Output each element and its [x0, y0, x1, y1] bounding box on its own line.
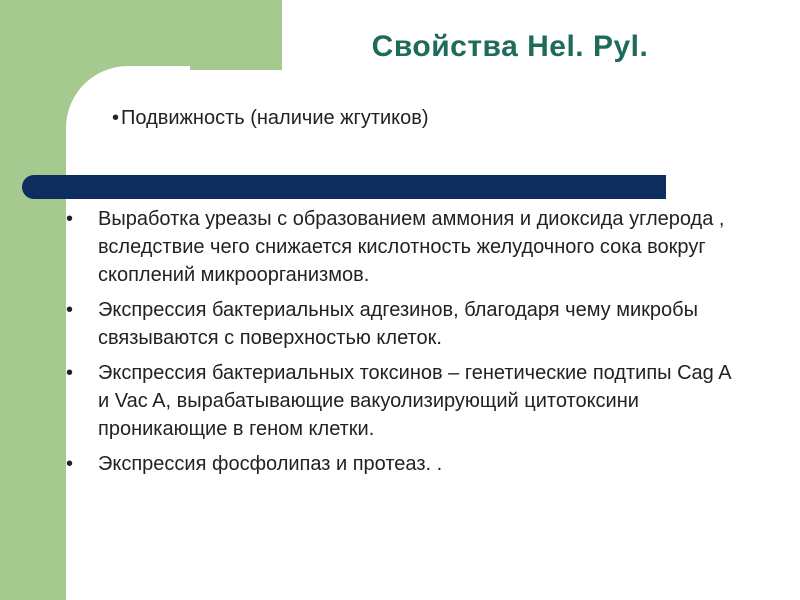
- bullet-list: [58, 205, 758, 485]
- list-item-text: Экспрессия фосфолипаз и протеаз. .: [98, 453, 443, 475]
- list-item: [58, 450, 758, 478]
- bullet-marker: •: [112, 107, 120, 129]
- bullet-marker: •: [66, 299, 74, 321]
- top-green-strip: [66, 0, 282, 70]
- list-item: [58, 205, 758, 289]
- list-item: [58, 359, 758, 443]
- sub-bullet-text: Подвижность (наличие жгутиков): [121, 107, 429, 129]
- navy-divider-bar: [22, 175, 666, 199]
- slide-title: Свойства Hel. Pyl.: [371, 30, 649, 63]
- bullet-marker: •: [66, 362, 74, 384]
- list-item-text: Экспрессия бактериальных адгезинов, благодаря чему микробы связываются с поверхностью клеток.: [98, 299, 698, 349]
- bullet-marker: •: [66, 208, 74, 230]
- list-item: [58, 296, 758, 352]
- sub-bullet: [112, 107, 429, 130]
- list-item-text: Экспрессия бактериальных токсинов – генетические подтипы Cag A и Vac A, вырабатывающие вакуолизирующий цитотоксини проникающие в геном клетки.: [98, 362, 731, 440]
- bullet-marker: •: [66, 453, 74, 475]
- list-item-text: Выработка уреазы с образованием аммония и диоксида углерода , вследствие чего снижается кислотность желудочного сока вокруг скоплений микроорганизмов.: [98, 208, 725, 286]
